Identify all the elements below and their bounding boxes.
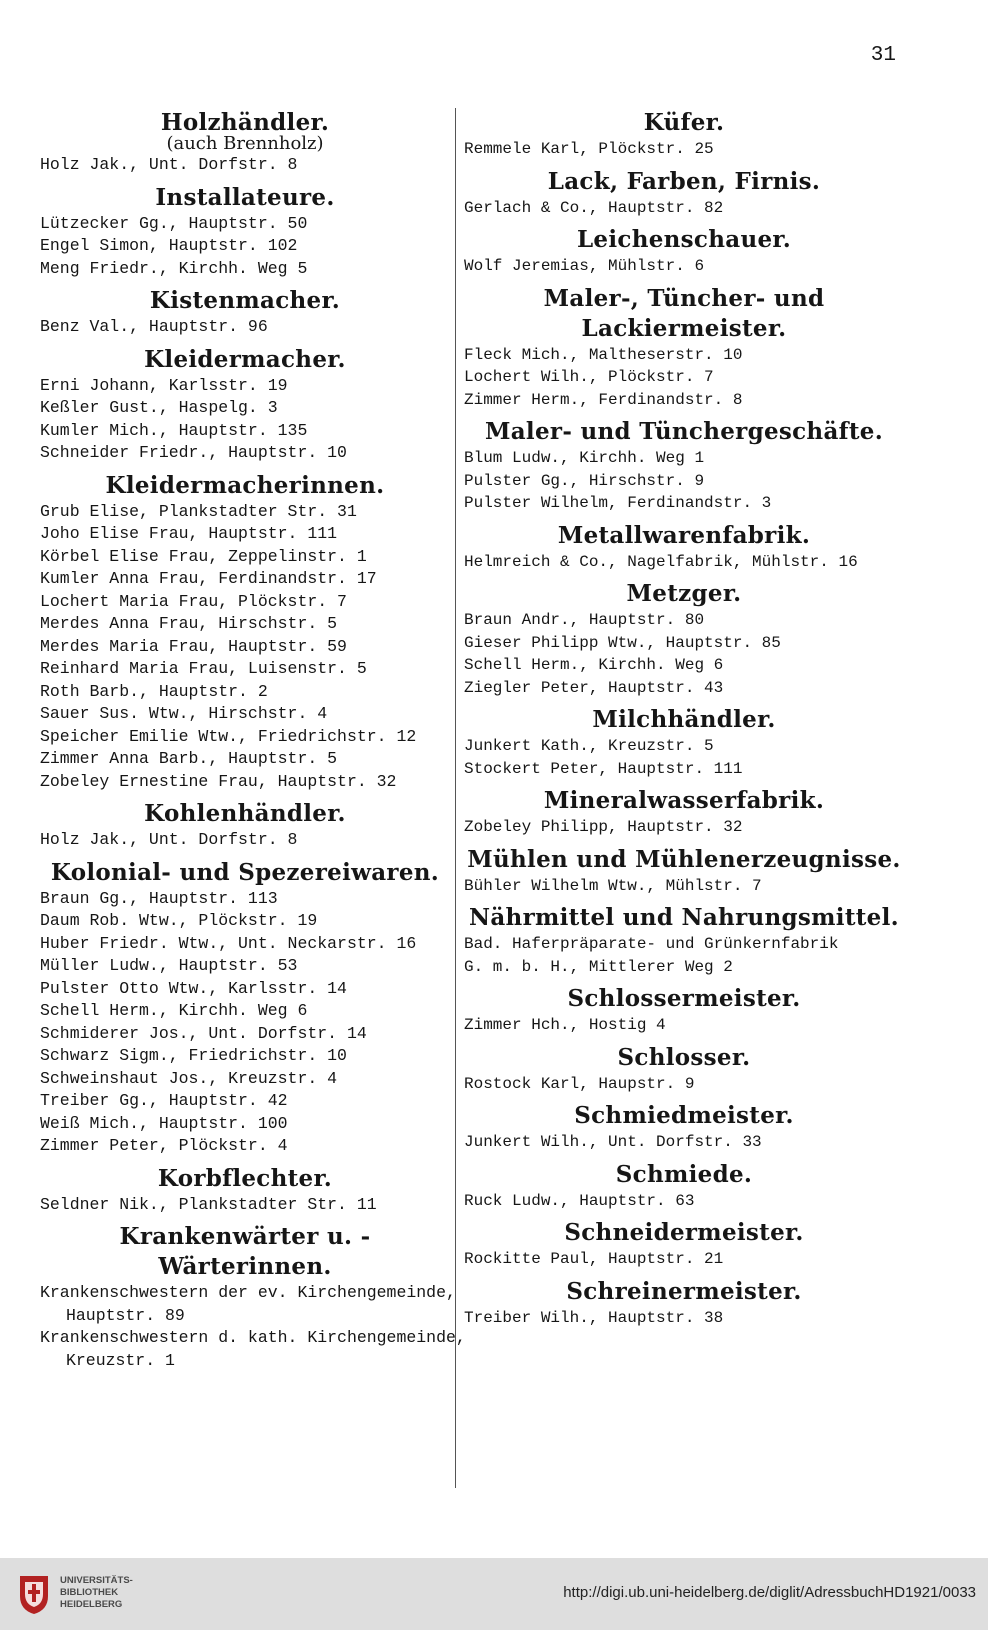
- page-number: 31: [870, 44, 896, 67]
- directory-entry: Schwarz Sigm., Friedrichstr. 10: [40, 1046, 347, 1065]
- logo-line-2: BIBLIOTHEK: [60, 1587, 119, 1598]
- directory-section: [40, 1222, 466, 1372]
- section-heading: Metallwarenfabrik.: [557, 521, 811, 549]
- directory-entry: Benz Val., Hauptstr. 96: [40, 317, 268, 336]
- footer-bar: [0, 1558, 988, 1630]
- directory-entry: Bühler Wilhelm Wtw., Mühlstr. 7: [464, 876, 762, 895]
- directory-entry: Blum Ludw., Kirchh. Weg 1: [464, 449, 705, 467]
- column-divider: [455, 108, 456, 1488]
- directory-entry: Fleck Mich., Maltheserstr. 10: [464, 345, 743, 364]
- directory-entry: Roth Barb., Hauptstr. 2: [40, 681, 268, 701]
- section-heading: Schmiedmeister.: [574, 1102, 794, 1129]
- directory-section: [464, 108, 904, 161]
- directory-entry: Engel Simon, Hauptstr. 102: [40, 236, 298, 255]
- directory-entry: Hauptstr. 89: [66, 1305, 185, 1325]
- section-heading: Leichenschauer.: [576, 226, 792, 253]
- directory-entry: Huber Friedr. Wtw., Unt. Neckarstr. 16: [40, 933, 417, 953]
- directory-section: [464, 705, 904, 780]
- directory-entry: Merdes Anna Frau, Hirschstr. 5: [40, 614, 338, 633]
- section-heading: Lack, Farben, Firnis.: [547, 167, 821, 195]
- directory-entry: Treiber Gg., Hauptstr. 42: [40, 1091, 288, 1110]
- section-heading: Installateure.: [155, 183, 335, 211]
- directory-entry: Kumler Mich., Hauptstr. 135: [40, 420, 308, 440]
- directory-section: [464, 1218, 904, 1271]
- directory-section: [40, 183, 450, 281]
- section-heading: Kolonial- und Spezereiwaren.: [50, 858, 440, 886]
- directory-entry: Braun Gg., Hauptstr. 113: [40, 888, 278, 908]
- directory-section: [464, 1160, 904, 1213]
- directory-entry: Zimmer Hch., Hostig 4: [464, 1016, 666, 1034]
- directory-entry: Holz Jak., Unt. Dorfstr. 8: [40, 830, 298, 849]
- directory-section: [464, 786, 904, 839]
- section-heading: Kleidermacherinnen.: [105, 471, 385, 499]
- directory-entry: Wolf Jeremias, Mühlstr. 6: [464, 257, 705, 275]
- directory-entry: Schell Herm., Kirchh. Weg 6: [464, 656, 724, 674]
- right-column: [464, 102, 904, 1329]
- directory-section: [464, 521, 904, 574]
- directory-entry: Körbel Elise Frau, Zeppelinstr. 1: [40, 546, 367, 566]
- source-url-link[interactable]: http://digi.ub.uni-heidelberg.de/diglit/AdressbuchHD1921/0033: [563, 1584, 976, 1601]
- directory-section: [40, 286, 450, 339]
- directory-entry: Zobeley Philipp, Hauptstr. 32: [464, 818, 743, 836]
- directory-entry: Zobeley Ernestine Frau, Hauptstr. 32: [40, 771, 397, 791]
- directory-entry: Schell Herm., Kirchh. Weg 6: [40, 1001, 308, 1020]
- directory-section: [40, 1164, 450, 1217]
- directory-entry: Junkert Wilh., Unt. Dorfstr. 33: [464, 1133, 762, 1151]
- directory-section: [464, 225, 904, 278]
- section-heading: Nährmittel und Nahrungsmittel.: [469, 904, 899, 931]
- directory-section: [464, 1043, 904, 1096]
- directory-entry: Erni Johann, Karlsstr. 19: [40, 375, 288, 395]
- directory-section: [40, 799, 450, 852]
- directory-section: [464, 284, 904, 412]
- directory-entry: G. m. b. H., Mittlerer Weg 2: [464, 957, 733, 976]
- directory-entry: Zimmer Herm., Ferdinandstr. 8: [464, 390, 743, 409]
- directory-section: [464, 417, 904, 515]
- directory-section: [464, 1101, 904, 1154]
- directory-entry: Helmreich & Co., Nagelfabrik, Mühlstr. 16: [464, 552, 858, 571]
- directory-entry: Grub Elise, Plankstadter Str. 31: [40, 501, 357, 521]
- logo-line-3: HEIDELBERG: [60, 1599, 123, 1610]
- left-column: [40, 102, 466, 1372]
- section-subheading: (auch Brennholz): [166, 133, 324, 154]
- directory-entry: Schweinshaut Jos., Kreuzstr. 4: [40, 1068, 338, 1088]
- directory-section: [464, 167, 904, 220]
- directory-entry: Pulster Otto Wtw., Karlsstr. 14: [40, 978, 347, 998]
- directory-entry: Kreuzstr. 1: [66, 1350, 175, 1370]
- section-heading: Krankenwärter u. -Wärterinnen.: [119, 1223, 371, 1280]
- section-heading: Korbflechter.: [157, 1164, 333, 1192]
- directory-entry: Krankenschwestern d. kath. Kirchengemeinde,: [40, 1328, 466, 1347]
- section-heading: Maler- und Tünchergeschäfte.: [484, 418, 884, 445]
- section-heading: Schreinermeister.: [566, 1277, 802, 1305]
- directory-entry: Keßler Gust., Haspelg. 3: [40, 398, 278, 417]
- section-heading: Schlossermeister.: [567, 985, 801, 1012]
- section-heading: Schlosser.: [617, 1043, 751, 1071]
- directory-entry: Bad. Haferpräparate- und Grünkernfabrik: [464, 935, 839, 953]
- directory-entry: Junkert Kath., Kreuzstr. 5: [464, 737, 714, 755]
- directory-entry: Braun Andr., Hauptstr. 80: [464, 611, 705, 629]
- directory-entry: Speicher Emilie Wtw., Friedrichstr. 12: [40, 726, 417, 746]
- logo-line-1: UNIVERSITÄTS-: [60, 1575, 133, 1586]
- directory-section: [40, 108, 450, 177]
- directory-entry: Treiber Wilh., Hauptstr. 38: [464, 1308, 724, 1327]
- directory-entry: Sauer Sus. Wtw., Hirschstr. 4: [40, 704, 328, 723]
- section-heading: Schmiede.: [615, 1160, 753, 1188]
- directory-entry: Rockitte Paul, Hauptstr. 21: [464, 1250, 724, 1268]
- section-heading: Mühlen und Mühlenerzeugnisse.: [467, 845, 901, 873]
- directory-entry: Lochert Maria Frau, Plöckstr. 7: [40, 591, 347, 611]
- section-heading: Küfer.: [643, 109, 725, 136]
- directory-entry: Merdes Maria Frau, Hauptstr. 59: [40, 636, 347, 656]
- directory-entry: Zimmer Peter, Plöckstr. 4: [40, 1136, 288, 1155]
- directory-entry: Remmele Karl, Plöckstr. 25: [464, 140, 714, 158]
- directory-entry: Zimmer Anna Barb., Hauptstr. 5: [40, 749, 338, 768]
- section-heading: Kistenmacher.: [149, 287, 341, 314]
- directory-entry: Kumler Anna Frau, Ferdinandstr. 17: [40, 569, 377, 588]
- directory-entry: Rostock Karl, Haupstr. 9: [464, 1074, 695, 1093]
- directory-entry: Schmiderer Jos., Unt. Dorfstr. 14: [40, 1023, 367, 1043]
- section-heading: Holzhändler.: [160, 109, 330, 136]
- directory-entry: Lochert Wilh., Plöckstr. 7: [464, 368, 714, 386]
- directory-section: [464, 845, 904, 898]
- section-heading: Milchhändler.: [592, 706, 776, 733]
- directory-entry: Daum Rob. Wtw., Plöckstr. 19: [40, 911, 318, 930]
- directory-entry: Meng Friedr., Kirchh. Weg 5: [40, 258, 308, 278]
- directory-section: [464, 1277, 904, 1330]
- directory-entry: Ruck Ludw., Hauptstr. 63: [464, 1191, 695, 1210]
- directory-entry: Ziegler Peter, Hauptstr. 43: [464, 678, 724, 697]
- directory-entry: Pulster Wilhelm, Ferdinandstr. 3: [464, 494, 772, 512]
- directory-entry: Joho Elise Frau, Hauptstr. 111: [40, 524, 338, 543]
- directory-section: [40, 345, 450, 465]
- section-heading: Maler-, Tüncher- und Lackiermeister.: [543, 284, 825, 342]
- directory-section: [464, 579, 904, 699]
- directory-entry: Lützecker Gg., Hauptstr. 50: [40, 213, 308, 233]
- section-heading: Kleidermacher.: [144, 345, 346, 373]
- section-heading: Metzger.: [626, 580, 742, 607]
- directory-section: [40, 471, 450, 794]
- library-logo-text: [60, 1575, 133, 1611]
- section-heading: Schneidermeister.: [564, 1219, 804, 1246]
- library-logo-icon: [16, 1572, 52, 1616]
- directory-entry: Weiß Mich., Hauptstr. 100: [40, 1113, 288, 1133]
- directory-section: [40, 858, 450, 1158]
- section-heading: Kohlenhändler.: [144, 800, 346, 827]
- directory-entry: Müller Ludw., Hauptstr. 53: [40, 956, 298, 975]
- directory-entry: Stockert Peter, Hauptstr. 111: [464, 759, 743, 778]
- directory-entry: Gerlach & Co., Hauptstr. 82: [464, 198, 724, 217]
- section-heading: Mineralwasserfabrik.: [543, 787, 825, 814]
- directory-section: [464, 984, 904, 1037]
- directory-entry: Reinhard Maria Frau, Luisenstr. 5: [40, 659, 367, 678]
- directory-entry: Seldner Nik., Plankstadter Str. 11: [40, 1194, 377, 1214]
- directory-entry: Gieser Philipp Wtw., Hauptstr. 85: [464, 633, 781, 652]
- directory-section: [464, 903, 904, 978]
- directory-entry: Pulster Gg., Hirschstr. 9: [464, 471, 705, 490]
- directory-entry: Schneider Friedr., Hauptstr. 10: [40, 443, 347, 462]
- directory-entry: Krankenschwestern der ev. Kirchengemeinde,: [40, 1283, 456, 1302]
- directory-entry: Holz Jak., Unt. Dorfstr. 8: [40, 155, 298, 174]
